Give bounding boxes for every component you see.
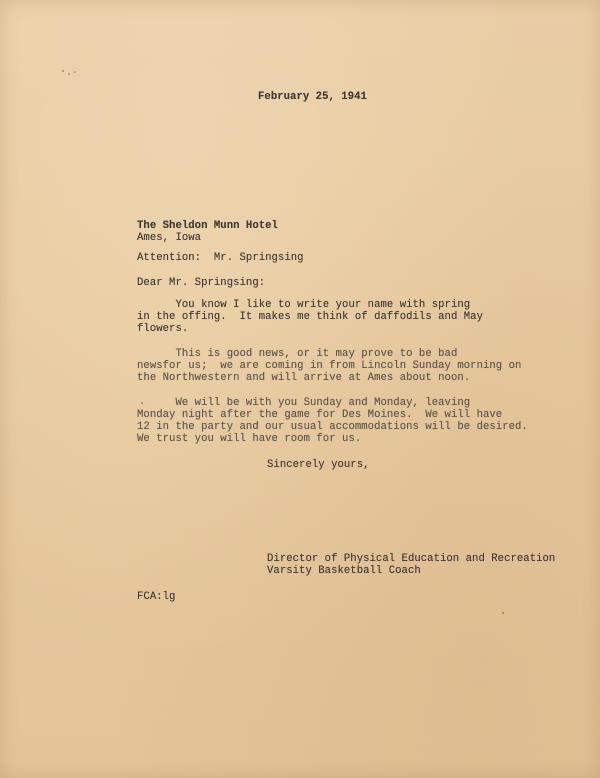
- paragraph-line: This is good news, or it may prove to be bad: [137, 348, 458, 360]
- attention-line: Attention: Mr. Springsing: [137, 252, 304, 264]
- paper-speck: [502, 612, 504, 614]
- signature-title-2: Varsity Basketball Coach: [267, 565, 421, 577]
- paper-speck: [62, 70, 64, 72]
- closing: Sincerely yours,: [267, 459, 370, 471]
- paragraph-line: 12 in the party and our usual accommodations will be desired.: [137, 421, 528, 433]
- recipient-name: The Sheldon Munn Hotel: [137, 220, 278, 232]
- paragraph-line: newsfor us; we are coming in from Lincoln Sunday morning on: [137, 360, 522, 372]
- letter-date: February 25, 1941: [258, 91, 367, 103]
- salutation: Dear Mr. Springsing:: [137, 277, 266, 289]
- paragraph-line: Monday night after the game for Des Moines. We will have: [137, 409, 503, 421]
- paragraph-line: the Northwestern and will arrive at Ames about noon.: [137, 372, 471, 384]
- paragraph-line: You know I like to write your name with spring: [137, 299, 471, 311]
- recipient-city: Ames, Iowa: [137, 232, 202, 244]
- paragraph-line: We trust you will have room for us.: [137, 433, 362, 445]
- paragraph-line: We will be with you Sunday and Monday, leaving: [137, 397, 471, 409]
- paper-speck: [68, 73, 70, 75]
- paragraph-line: in the offing. It makes me think of daffodils and May: [137, 311, 483, 323]
- paper-speck: [74, 71, 76, 73]
- signature-title-1: Director of Physical Education and Recreation: [267, 553, 556, 565]
- reference-initials: FCA:lg: [137, 591, 176, 603]
- paragraph-line: flowers.: [137, 323, 189, 335]
